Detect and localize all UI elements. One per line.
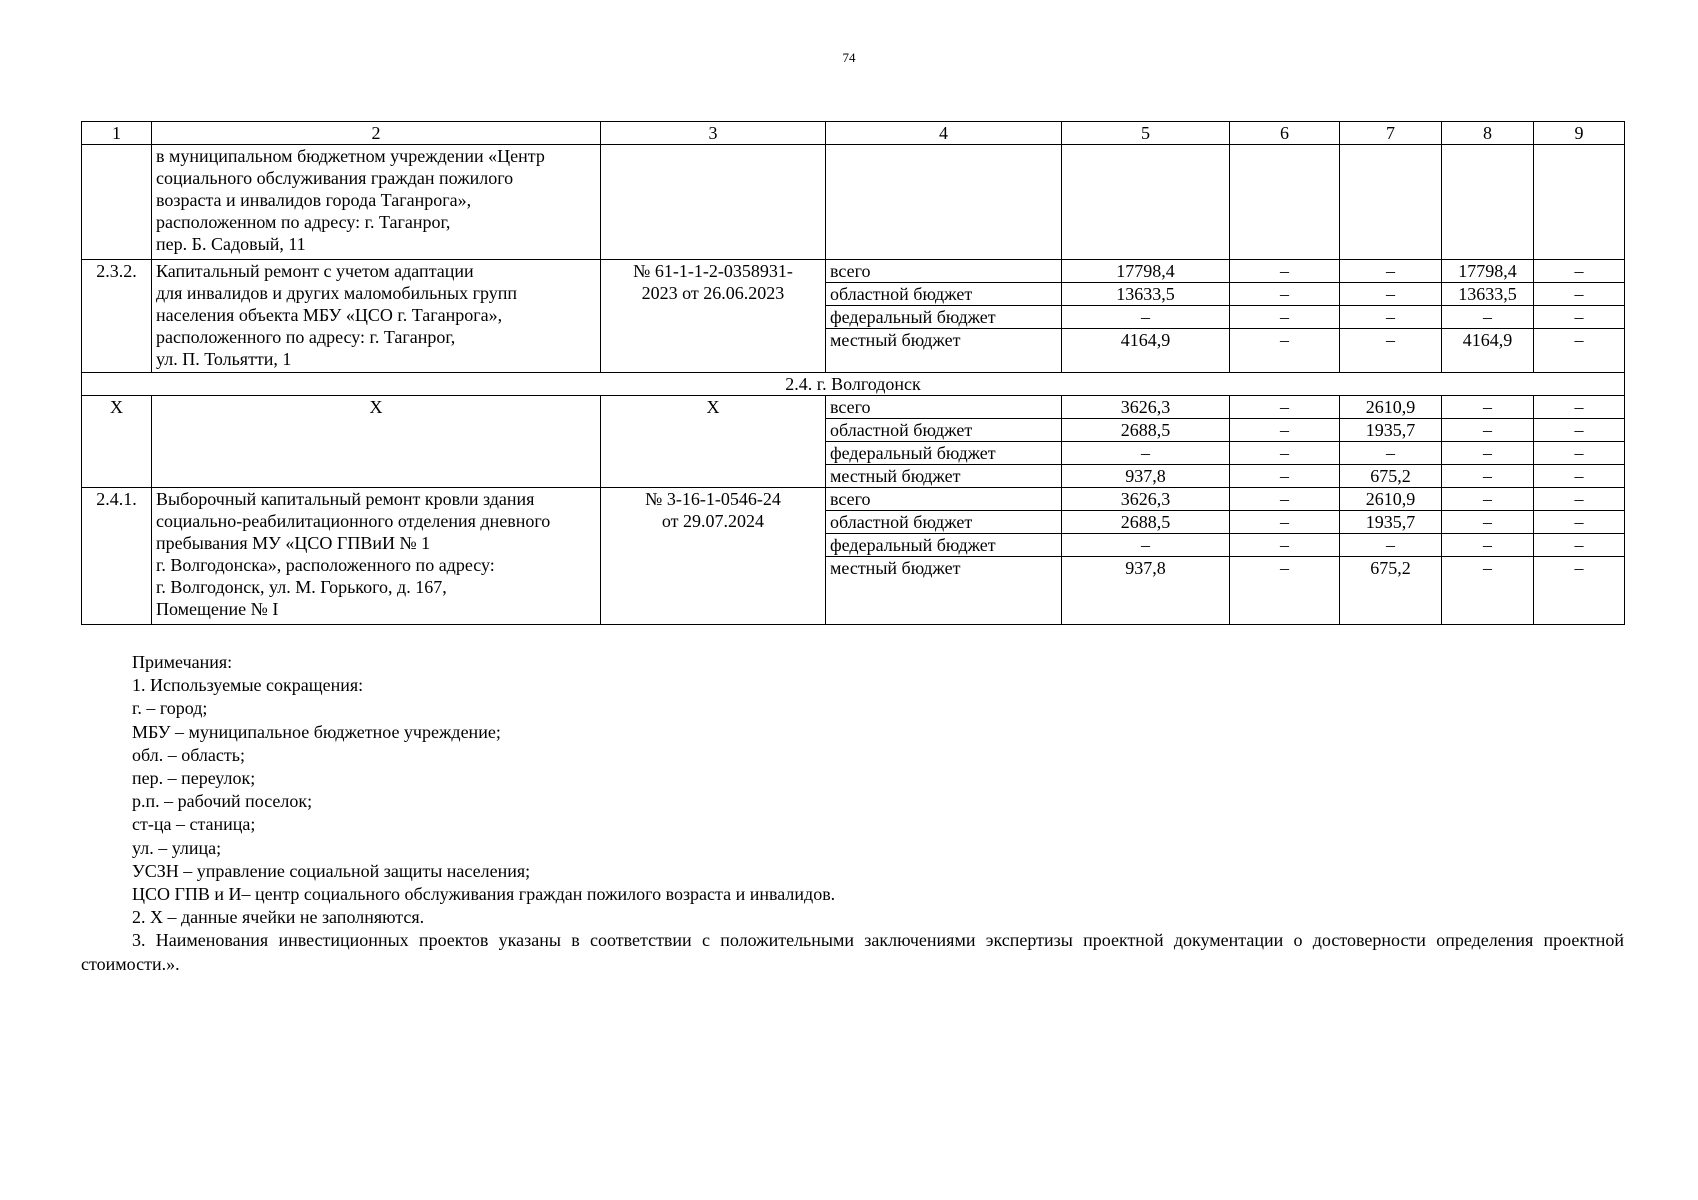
funding-label: местный бюджет: [826, 465, 1062, 488]
expertise-doc: [601, 260, 826, 373]
value-cell: –: [1534, 511, 1625, 534]
value-cell: 675,2: [1340, 557, 1442, 625]
funding-label: областной бюджет: [826, 283, 1062, 306]
abbreviation-item: УСЗН – управление социальной защиты населения;: [132, 860, 531, 881]
empty-cell: [1534, 145, 1625, 260]
header-cell: 7: [1340, 122, 1442, 145]
value-cell: 2688,5: [1062, 419, 1230, 442]
funding-label: всего: [826, 488, 1062, 511]
funding-label: местный бюджет: [826, 329, 1062, 373]
value-cell: –: [1340, 306, 1442, 329]
text-line: пребывания МУ «ЦСО ГПВиИ № 1: [156, 533, 431, 553]
note-item: 2. Х – данные ячейки не заполняются.: [132, 907, 425, 928]
text-line: пер. Б. Садовый, 11: [156, 234, 306, 254]
value-cell: –: [1442, 442, 1534, 465]
value-cell: –: [1230, 557, 1340, 625]
x-cell: Х: [601, 396, 826, 488]
value-cell: –: [1340, 534, 1442, 557]
value-cell: –: [1340, 260, 1442, 283]
item-number: 2.4.1.: [82, 488, 152, 625]
funding-label: федеральный бюджет: [826, 534, 1062, 557]
abbreviation-item: ул. – улица;: [132, 837, 222, 858]
value-cell: –: [1442, 465, 1534, 488]
section-row: [82, 373, 1625, 396]
value-cell: 675,2: [1340, 465, 1442, 488]
value-cell: –: [1534, 442, 1625, 465]
notes-title: Примечания:: [132, 652, 233, 672]
value-cell: –: [1534, 465, 1625, 488]
expertise-doc: [601, 488, 826, 625]
value-cell: –: [1062, 442, 1230, 465]
value-cell: –: [1230, 306, 1340, 329]
header-cell: 6: [1230, 122, 1340, 145]
value-cell: –: [1230, 283, 1340, 306]
text-line: расположенного по адресу: г. Таганрог,: [156, 327, 456, 347]
value-cell: –: [1230, 260, 1340, 283]
value-cell: –: [1442, 488, 1534, 511]
header-cell: 4: [826, 122, 1062, 145]
value-cell: –: [1534, 396, 1625, 419]
text-line: Помещение № I: [156, 599, 279, 619]
value-cell: –: [1442, 396, 1534, 419]
note-item: 1. Используемые сокращения:: [132, 675, 364, 696]
value-cell: –: [1534, 488, 1625, 511]
text-line: 2023 от 26.06.2023: [641, 283, 785, 303]
abbreviation-item: р.п. – рабочий поселок;: [132, 791, 313, 812]
value-cell: –: [1534, 534, 1625, 557]
value-cell: –: [1534, 419, 1625, 442]
header-cell: 3: [601, 122, 826, 145]
value-cell: 937,8: [1062, 557, 1230, 625]
value-cell: –: [1230, 396, 1340, 419]
header-cell: 5: [1062, 122, 1230, 145]
value-cell: –: [1230, 534, 1340, 557]
abbreviation-item: ст-ца – станица;: [132, 814, 256, 835]
header-cell: 9: [1534, 122, 1625, 145]
value-cell: –: [1062, 306, 1230, 329]
investment-table: [81, 121, 1625, 625]
continued-row: [82, 145, 1625, 260]
text-line: Выборочный капитальный ремонт кровли здания: [156, 489, 535, 509]
funding-label: областной бюджет: [826, 419, 1062, 442]
item-number: 2.3.2.: [82, 260, 152, 373]
empty-cell: [1062, 145, 1230, 260]
empty-cell: [1230, 145, 1340, 260]
abbreviation-item: МБУ – муниципальное бюджетное учреждение;: [132, 721, 501, 742]
project-name-continued: [152, 145, 601, 260]
empty-cell: [601, 145, 826, 260]
text-line: № 3-16-1-0546-24: [645, 489, 781, 509]
table-row: [82, 396, 1625, 419]
empty-cell: [826, 145, 1062, 260]
value-cell: 3626,3: [1062, 396, 1230, 419]
value-cell: 2610,9: [1340, 488, 1442, 511]
text-line: социально-реабилитационного отделения дневного: [156, 511, 551, 531]
text-line: г. Волгодонск, ул. М. Горького, д. 167,: [156, 577, 447, 597]
value-cell: 17798,4: [1062, 260, 1230, 283]
x-cell: Х: [82, 396, 152, 488]
notes-section: [81, 651, 1624, 976]
value-cell: –: [1534, 557, 1625, 625]
funding-label: всего: [826, 396, 1062, 419]
funding-label: федеральный бюджет: [826, 306, 1062, 329]
text-line: Капитальный ремонт с учетом адаптации: [156, 261, 474, 281]
value-cell: –: [1340, 442, 1442, 465]
text-line: в муниципальном бюджетном учреждении «Центр: [156, 146, 545, 166]
funding-label: областной бюджет: [826, 511, 1062, 534]
table-row: [82, 488, 1625, 511]
x-cell: Х: [152, 396, 601, 488]
value-cell: –: [1534, 306, 1625, 329]
value-cell: 17798,4: [1442, 260, 1534, 283]
value-cell: 1935,7: [1340, 511, 1442, 534]
project-name: [152, 488, 601, 625]
value-cell: 4164,9: [1442, 329, 1534, 373]
funding-label: федеральный бюджет: [826, 442, 1062, 465]
header-cell: 8: [1442, 122, 1534, 145]
text-line: от 29.07.2024: [661, 511, 765, 531]
value-cell: 3626,3: [1062, 488, 1230, 511]
value-cell: –: [1230, 488, 1340, 511]
value-cell: –: [1340, 329, 1442, 373]
text-line: для инвалидов и других маломобильных групп: [156, 283, 518, 303]
header-cell: 1: [82, 122, 152, 145]
text-line: ул. П. Тольятти, 1: [156, 349, 292, 369]
abbreviation-item: обл. – область;: [132, 744, 245, 765]
value-cell: 13633,5: [1442, 283, 1534, 306]
value-cell: –: [1534, 329, 1625, 373]
text-line: социального обслуживания граждан пожилого: [156, 168, 514, 188]
table-row: [82, 260, 1625, 283]
value-cell: –: [1340, 283, 1442, 306]
text-line: расположенном по адресу: г. Таганрог,: [156, 212, 451, 232]
value-cell: –: [1230, 465, 1340, 488]
value-cell: –: [1442, 419, 1534, 442]
value-cell: –: [1534, 283, 1625, 306]
section-title: 2.4. г. Волгодонск: [82, 373, 1625, 396]
note-item: 3. Наименования инвестиционных проектов указаны в соответствии с положительными заключениями экспертизы проектной документации о достоверности определения проектной стоимости.».: [81, 930, 1624, 974]
value-cell: –: [1230, 329, 1340, 373]
empty-cell: [1340, 145, 1442, 260]
value-cell: 937,8: [1062, 465, 1230, 488]
header-row: [82, 122, 1625, 145]
abbreviation-item: ЦСО ГПВ и И– центр социального обслуживания граждан пожилого возраста и инвалидов.: [132, 884, 836, 905]
value-cell: –: [1442, 557, 1534, 625]
text-line: г. Волгодонска», расположенного по адресу:: [156, 555, 495, 575]
funding-label: местный бюджет: [826, 557, 1062, 625]
value-cell: 1935,7: [1340, 419, 1442, 442]
project-name: [152, 260, 601, 373]
text-line: населения объекта МБУ «ЦСО г. Таганрога»,: [156, 305, 503, 325]
value-cell: –: [1062, 534, 1230, 557]
value-cell: –: [1534, 260, 1625, 283]
abbreviation-item: пер. – переулок;: [132, 768, 256, 789]
page-number: 74: [842, 50, 856, 65]
abbreviation-item: г. – город;: [132, 698, 208, 719]
value-cell: –: [1442, 306, 1534, 329]
text-line: № 61-1-1-2-0358931-: [633, 261, 793, 281]
value-cell: –: [1442, 511, 1534, 534]
value-cell: –: [1230, 511, 1340, 534]
value-cell: 2688,5: [1062, 511, 1230, 534]
funding-label: всего: [826, 260, 1062, 283]
header-cell: 2: [152, 122, 601, 145]
empty-cell: [1442, 145, 1534, 260]
text-line: возраста и инвалидов города Таганрога»,: [156, 190, 472, 210]
value-cell: –: [1442, 534, 1534, 557]
value-cell: 2610,9: [1340, 396, 1442, 419]
value-cell: –: [1230, 442, 1340, 465]
empty-cell: [82, 145, 152, 260]
value-cell: 13633,5: [1062, 283, 1230, 306]
value-cell: 4164,9: [1062, 329, 1230, 373]
value-cell: –: [1230, 419, 1340, 442]
